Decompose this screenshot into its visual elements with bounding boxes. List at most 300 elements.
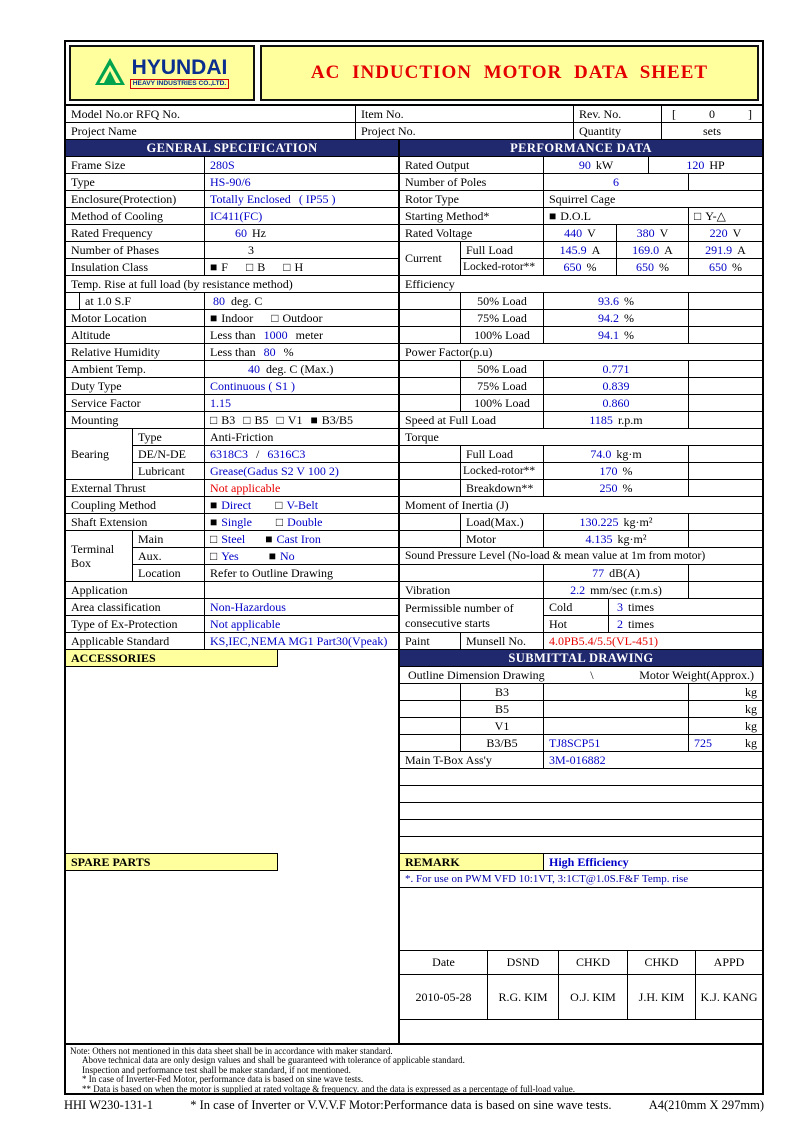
checkbox-mark: □ [243,413,251,427]
paint-label: Paint [400,633,461,649]
sound-value [544,565,689,581]
checkbox-label: B3 [221,412,236,427]
type-value: HS-90/6 [210,174,251,189]
project-name-label: Project Name [66,123,356,139]
current-440 [544,242,617,258]
approval-header-date: Date [400,951,488,974]
duty-label: Duty Type [66,378,205,394]
coupling-options [205,497,398,513]
value-unit: mm/sec (r.m.s) [590,582,662,597]
poles-value: 6 [544,174,689,190]
motor-datasheet [64,40,764,1095]
approval-appd: K.J. KANG [700,989,758,1004]
terminal-box-block [66,531,398,582]
altitude-label: Altitude [66,327,205,343]
starts-label [400,599,544,632]
row-shaft-extension [66,514,398,531]
row-duty-type [66,378,398,395]
accessories-empty-area [66,667,398,853]
value-number: 94.2 [598,310,619,325]
row-application [66,582,398,599]
quantity-value: sets [703,123,721,138]
row-submittal-empty-2 [400,786,762,803]
cell-empty [689,395,762,411]
row-power-factor-heading [400,344,762,361]
row-humidity [66,344,398,361]
bearing-nde: 6316C3 [267,446,306,461]
bearing-dende-label: DE/N-DE [133,446,205,462]
row-efficiency-heading [400,276,762,293]
ambient-value [205,361,398,377]
footnote-line: ** Data is based on when the motor is supplied at rated voltage & frequency. and the data is expressed as a percentage of full-load value. [82,1083,575,1094]
starts-hot-label: Hot [544,616,609,632]
drawing-b3-number [544,684,689,700]
rated-output-kw [544,157,649,173]
torque-full-label: Full Load [461,446,544,462]
motor-weight-label: Motor Weight(Approx.) [639,667,754,682]
humidity-value [205,344,398,360]
spare-parts-title: SPARE PARTS [66,853,278,871]
cell-empty [400,735,461,751]
general-specification-column [66,157,400,1043]
tbox-main-label: Main [133,531,205,547]
indent-cell [66,293,80,309]
checkbox-ydelta [694,209,726,224]
efficiency-100-label: 100% Load [461,327,544,343]
checkbox-single [210,515,252,530]
approval-header-dsnd: DSND [488,951,559,974]
cell-empty [400,803,762,819]
checkbox-mark: □ [275,515,284,529]
checkbox-insulation-h [283,260,303,275]
row-number-of-poles [400,174,762,191]
bearing-block [66,429,398,480]
starting-dol [544,208,689,224]
row-speed [400,412,762,429]
value-number: 130.225 [579,514,619,529]
frequency-value [205,225,398,241]
mounting-options [205,412,398,428]
value-unit: % [283,344,294,359]
row-current-locked-rotor [461,259,762,275]
logo-brand: HYUNDAI [131,55,228,79]
cell-empty [689,582,762,598]
approval-dsnd: R.G. KIM [488,975,559,1019]
cell-empty [400,378,461,394]
torque-breakdown-value [544,480,689,496]
checkbox-label: Double [287,514,323,529]
drawing-b3b5-label: B3/B5 [461,735,544,751]
page-footer [64,1098,764,1113]
checkbox-double [276,515,323,530]
standard-label: Applicable Standard [66,633,205,649]
checkbox-mark: ■ [210,515,218,529]
type-label: Type [66,174,205,190]
cell-empty [689,446,762,462]
checkbox-mark: ■ [210,260,218,274]
checkbox-mark: ■ [210,311,218,325]
weight-unit: kg [745,684,757,699]
remark-headline-cell [544,854,762,870]
cell-empty [400,293,461,309]
checkbox-mark: ■ [549,209,557,223]
general-specification-header: GENERAL SPECIFICATION [66,140,400,157]
value-unit: meter [295,327,323,342]
cell-empty [400,565,544,581]
info-row-2 [66,123,762,140]
cell-empty [689,531,762,547]
company-logo [69,45,255,101]
approval-value-row [400,975,762,1020]
bearing-separator: / [256,446,260,461]
main-tbox-label: Main T-Box Ass'y [400,752,544,768]
row-current-full-load [461,242,762,259]
row-altitude [66,327,398,344]
rated-output-label: Rated Output [400,157,544,173]
inertia-motor-value [544,531,689,547]
sf-label: at 1.0 S.F [80,293,205,309]
row-torque-heading [400,429,762,446]
drawing-b3b5-weight [689,735,762,751]
footnote-line: Above technical data are only design values and shall be guaranteed with tolerance of applicable standard. [82,1055,465,1066]
rev-no-label: Rev. No. [574,106,662,122]
checkbox-mark: □ [210,413,218,427]
row-remark [400,854,762,871]
torque-locked-label: Locked-rotor** [461,463,544,479]
rated-output-hp [649,157,762,173]
starts-label-line1: Permissible number of [405,601,514,616]
value-number: 650 [709,259,727,274]
torque-full-value [544,446,689,462]
pf-50-label: 50% Load [461,361,544,377]
checkbox-label: Single [221,514,252,529]
inertia-load-label: Load(Max.) [461,514,544,530]
checkbox-mark: □ [245,260,254,274]
row-frame-size [66,157,398,174]
footnotes [66,1043,762,1093]
checkbox-aux-no [269,549,295,564]
terminal-box-rows [133,531,398,581]
inertia-load-value [544,514,689,530]
row-vibration [400,582,762,599]
main-tbox-value: 3M-016882 [549,752,606,767]
cell-empty [689,412,762,428]
cell-empty [400,684,461,700]
checkbox-mark: □ [271,311,279,325]
accessories-title: ACCESSORIES [66,650,278,667]
checkbox-label: Direct [221,497,252,512]
tbox-location-label: Location [133,565,205,581]
value-unit: kg·m² [623,514,653,529]
starting-ydelta [689,208,762,224]
drawing-v1-label: V1 [461,718,544,734]
checkbox-aux-yes [210,549,239,564]
row-pf-75 [400,378,762,395]
row-bearing-lubricant [133,463,398,479]
current-block [400,242,762,276]
service-factor-label: Service Factor [66,395,205,411]
value-number: 90 [578,157,591,172]
checkbox-b3 [210,413,235,428]
checkbox-label: Y-△ [705,208,726,223]
ex-protection-label: Type of Ex-Protection [66,616,205,632]
value-unit: % [586,259,597,274]
row-sound-value [400,565,762,582]
row-tbox-location [133,565,398,581]
vibration-label: Vibration [400,582,544,598]
frame-size-label: Frame Size [66,157,205,173]
row-cooling [66,208,398,225]
approval-header-appd: APPD [713,955,745,969]
checkbox-label: Cast Iron [276,531,321,546]
checkbox-insulation-f [210,260,228,275]
weight-unit: kg [745,701,757,716]
checkbox-mark: □ [275,498,283,512]
rev-value: 0 [709,106,715,121]
cell-empty [689,463,762,479]
row-sound-heading [400,548,762,565]
cell-empty [400,361,461,377]
document-title-box [260,45,759,101]
rev-no-value [662,106,762,122]
cell-empty [400,310,461,326]
current-380 [617,242,689,258]
ex-protection-value: Not applicable [210,616,281,631]
logo-subtitle: HEAVY INDUSTRIES CO.,LTD. [130,79,229,90]
terminal-label-line1: Terminal [71,541,115,556]
checkbox-mark: □ [210,532,218,546]
approval-table [400,950,762,1020]
row-inertia-load [400,514,762,531]
row-external-thrust [66,480,398,497]
row-temp-rise-heading [66,276,398,293]
checkbox-label: D.O.L [560,208,591,223]
cell-empty [400,463,461,479]
value-number: 4.135 [585,531,613,546]
row-efficiency-50 [400,293,762,310]
row-inertia-heading [400,497,762,514]
cell-empty [689,565,762,581]
value-unit: A [737,242,746,257]
starts-rows [544,599,762,632]
row-bearing-type [133,429,398,446]
checkbox-outdoor [271,311,322,326]
munsell-label: Munsell No. [461,633,544,649]
value-number: 40 [248,361,260,376]
efficiency-heading: Efficiency [405,276,455,291]
row-pf-100 [400,395,762,412]
current-locked-label: Locked-rotor** [461,259,544,275]
row-submittal-empty-3 [400,803,762,820]
value-number: 74.0 [590,446,612,461]
row-tbox-main [133,531,398,548]
checkbox-indoor [210,311,253,326]
pf-75-label: 75% Load [461,378,544,394]
value-unit: % [622,480,633,495]
current-label: Current [400,242,461,275]
enclosure-label: Enclosure(Protection) [66,191,205,207]
footnote-line: Note: Others not mentioned in this data sheet shall be in accordance with maker standard. [70,1046,393,1056]
row-tbox-aux [133,548,398,565]
row-motor-location [66,310,398,327]
application-label: Application [66,582,205,598]
row-temp-rise-sf [66,293,398,310]
inertia-motor-label: Motor [461,531,544,547]
tbox-aux-label: Aux. [133,548,205,564]
remark-title: REMARK [400,854,544,870]
value-number: 1000 [263,327,288,342]
pf-75-value: 0.839 [544,378,689,394]
project-no-label: Project No. [356,123,574,139]
value-number: 2.2 [570,582,586,597]
row-rated-voltage [400,225,762,242]
outline-drawing-cell [400,667,762,683]
document-number: HHI W230-131-1 [64,1098,153,1112]
cell-empty [689,361,762,377]
row-applicable-standard [66,633,398,650]
value-unit: deg. C [231,293,263,308]
bearing-label: Bearing [66,429,133,479]
consecutive-starts-block [400,599,762,633]
row-paint [400,633,762,650]
approval-chkd1: O.J. KIM [559,975,628,1019]
hyundai-triangle-icon [95,58,125,85]
value-number: 440 [564,225,583,240]
voltage-440 [544,225,617,241]
value-unit: deg. C (Max.) [266,361,334,376]
value-number: 169.0 [632,242,660,257]
value-unit: % [659,259,669,274]
standard-value: KS,IEC,NEMA MG1 Part30(Vpeak) [210,633,388,648]
torque-heading: Torque [405,429,439,444]
row-outline-drawing [400,667,762,684]
remark-note-cell [400,871,762,887]
value-unit: Hz [252,225,266,240]
altitude-value [205,327,398,343]
checkbox-cast-iron [265,532,321,547]
document-title: AC INDUCTION MOTOR DATA SHEET [310,62,709,83]
weight-unit: kg [745,735,757,750]
cell-empty [400,701,461,717]
tbox-aux-options [205,548,398,564]
weight-unit: kg [745,718,757,733]
spare-parts-empty-area [66,870,398,1043]
row-submittal-empty-1 [400,769,762,786]
row-service-factor [66,395,398,412]
performance-data-column [400,157,762,1043]
frequency-label: Rated Frequency [66,225,205,241]
value-unit: HP [709,157,725,172]
value-number: 220 [709,225,728,240]
checkbox-label: V-Belt [286,497,319,512]
checkbox-mark: □ [276,413,284,427]
locked-220 [689,259,762,275]
row-coupling-method [66,497,398,514]
row-frequency [66,225,398,242]
phases-value: 3 [248,242,254,257]
vibration-value [544,582,689,598]
checkbox-vbelt [275,498,318,513]
drawing-v1-weight [689,718,762,734]
value-prefix: Less than [210,344,256,359]
external-thrust-label: External Thrust [66,480,205,496]
submittal-header-row [400,650,762,667]
value-unit: dB(A) [609,565,640,580]
drawing-b5-weight [689,701,762,717]
value-unit: A [664,242,673,257]
current-rows [461,242,762,275]
efficiency-50-label: 50% Load [461,293,544,309]
ambient-label: Ambient Temp. [66,361,205,377]
row-drawing-b3 [400,684,762,701]
hyundai-triangle-icon [95,58,125,89]
sf-value [205,293,398,309]
cooling-label: Method of Cooling [66,208,205,224]
value-prefix: Less than [210,327,256,342]
value-unit: kg·m² [617,531,647,546]
starting-label: Starting Method* [400,208,544,224]
cell-empty [400,480,461,496]
efficiency-50-value [544,293,689,309]
spare-parts-section [66,853,398,870]
terminal-box-label [66,531,133,581]
checkbox-steel [210,532,245,547]
area-value: Non-Hazardous [210,599,286,614]
value-number: 3 [617,599,623,614]
drawing-b3b5-number: TJ8SCP51 [544,735,689,751]
row-submittal-empty-4 [400,820,762,837]
tbox-location-value: Refer to Outline Drawing [210,565,333,580]
speed-value [544,412,689,428]
row-enclosure [66,191,398,208]
duty-value: Continuous ( S1 ) [210,378,296,393]
row-bearing-dende [133,446,398,463]
checkbox-label: Steel [221,531,246,546]
sound-heading: Sound Pressure Level (No-load & mean value at 1m from motor) [405,550,706,562]
value-unit: % [624,310,634,325]
checkbox-label: B3/B5 [321,412,354,427]
checkbox-label: V1 [287,412,303,427]
row-insulation-class [66,259,398,276]
value-unit: V [659,225,669,240]
value-unit: % [624,327,634,342]
cell-empty [400,531,461,547]
value-number: 80 [213,293,225,308]
pf-100-value: 0.860 [544,395,689,411]
checkbox-b5 [243,413,268,428]
cell-empty [400,446,461,462]
cell-empty [400,514,461,530]
cell-empty [400,786,762,802]
weight-number: 725 [694,735,712,750]
value-number: 650 [563,259,582,274]
cooling-value: IC411(FC) [210,208,263,223]
value-number: 650 [636,259,654,274]
service-factor-value: 1.15 [210,395,231,410]
value-number: 77 [592,565,605,580]
bearing-dende-value [205,446,398,462]
checkbox-dol [549,209,591,224]
pf-100-label: 100% Load [461,395,544,411]
cell-empty [689,378,762,394]
shaft-options [205,514,398,530]
checkbox-label: H [294,259,304,274]
efficiency-75-label: 75% Load [461,310,544,326]
cell-empty [400,820,762,836]
rotor-label: Rotor Type [400,191,544,207]
row-remark-note [400,871,762,888]
paint-value: 4.0PB5.4/5.5(VL-451) [549,633,658,648]
